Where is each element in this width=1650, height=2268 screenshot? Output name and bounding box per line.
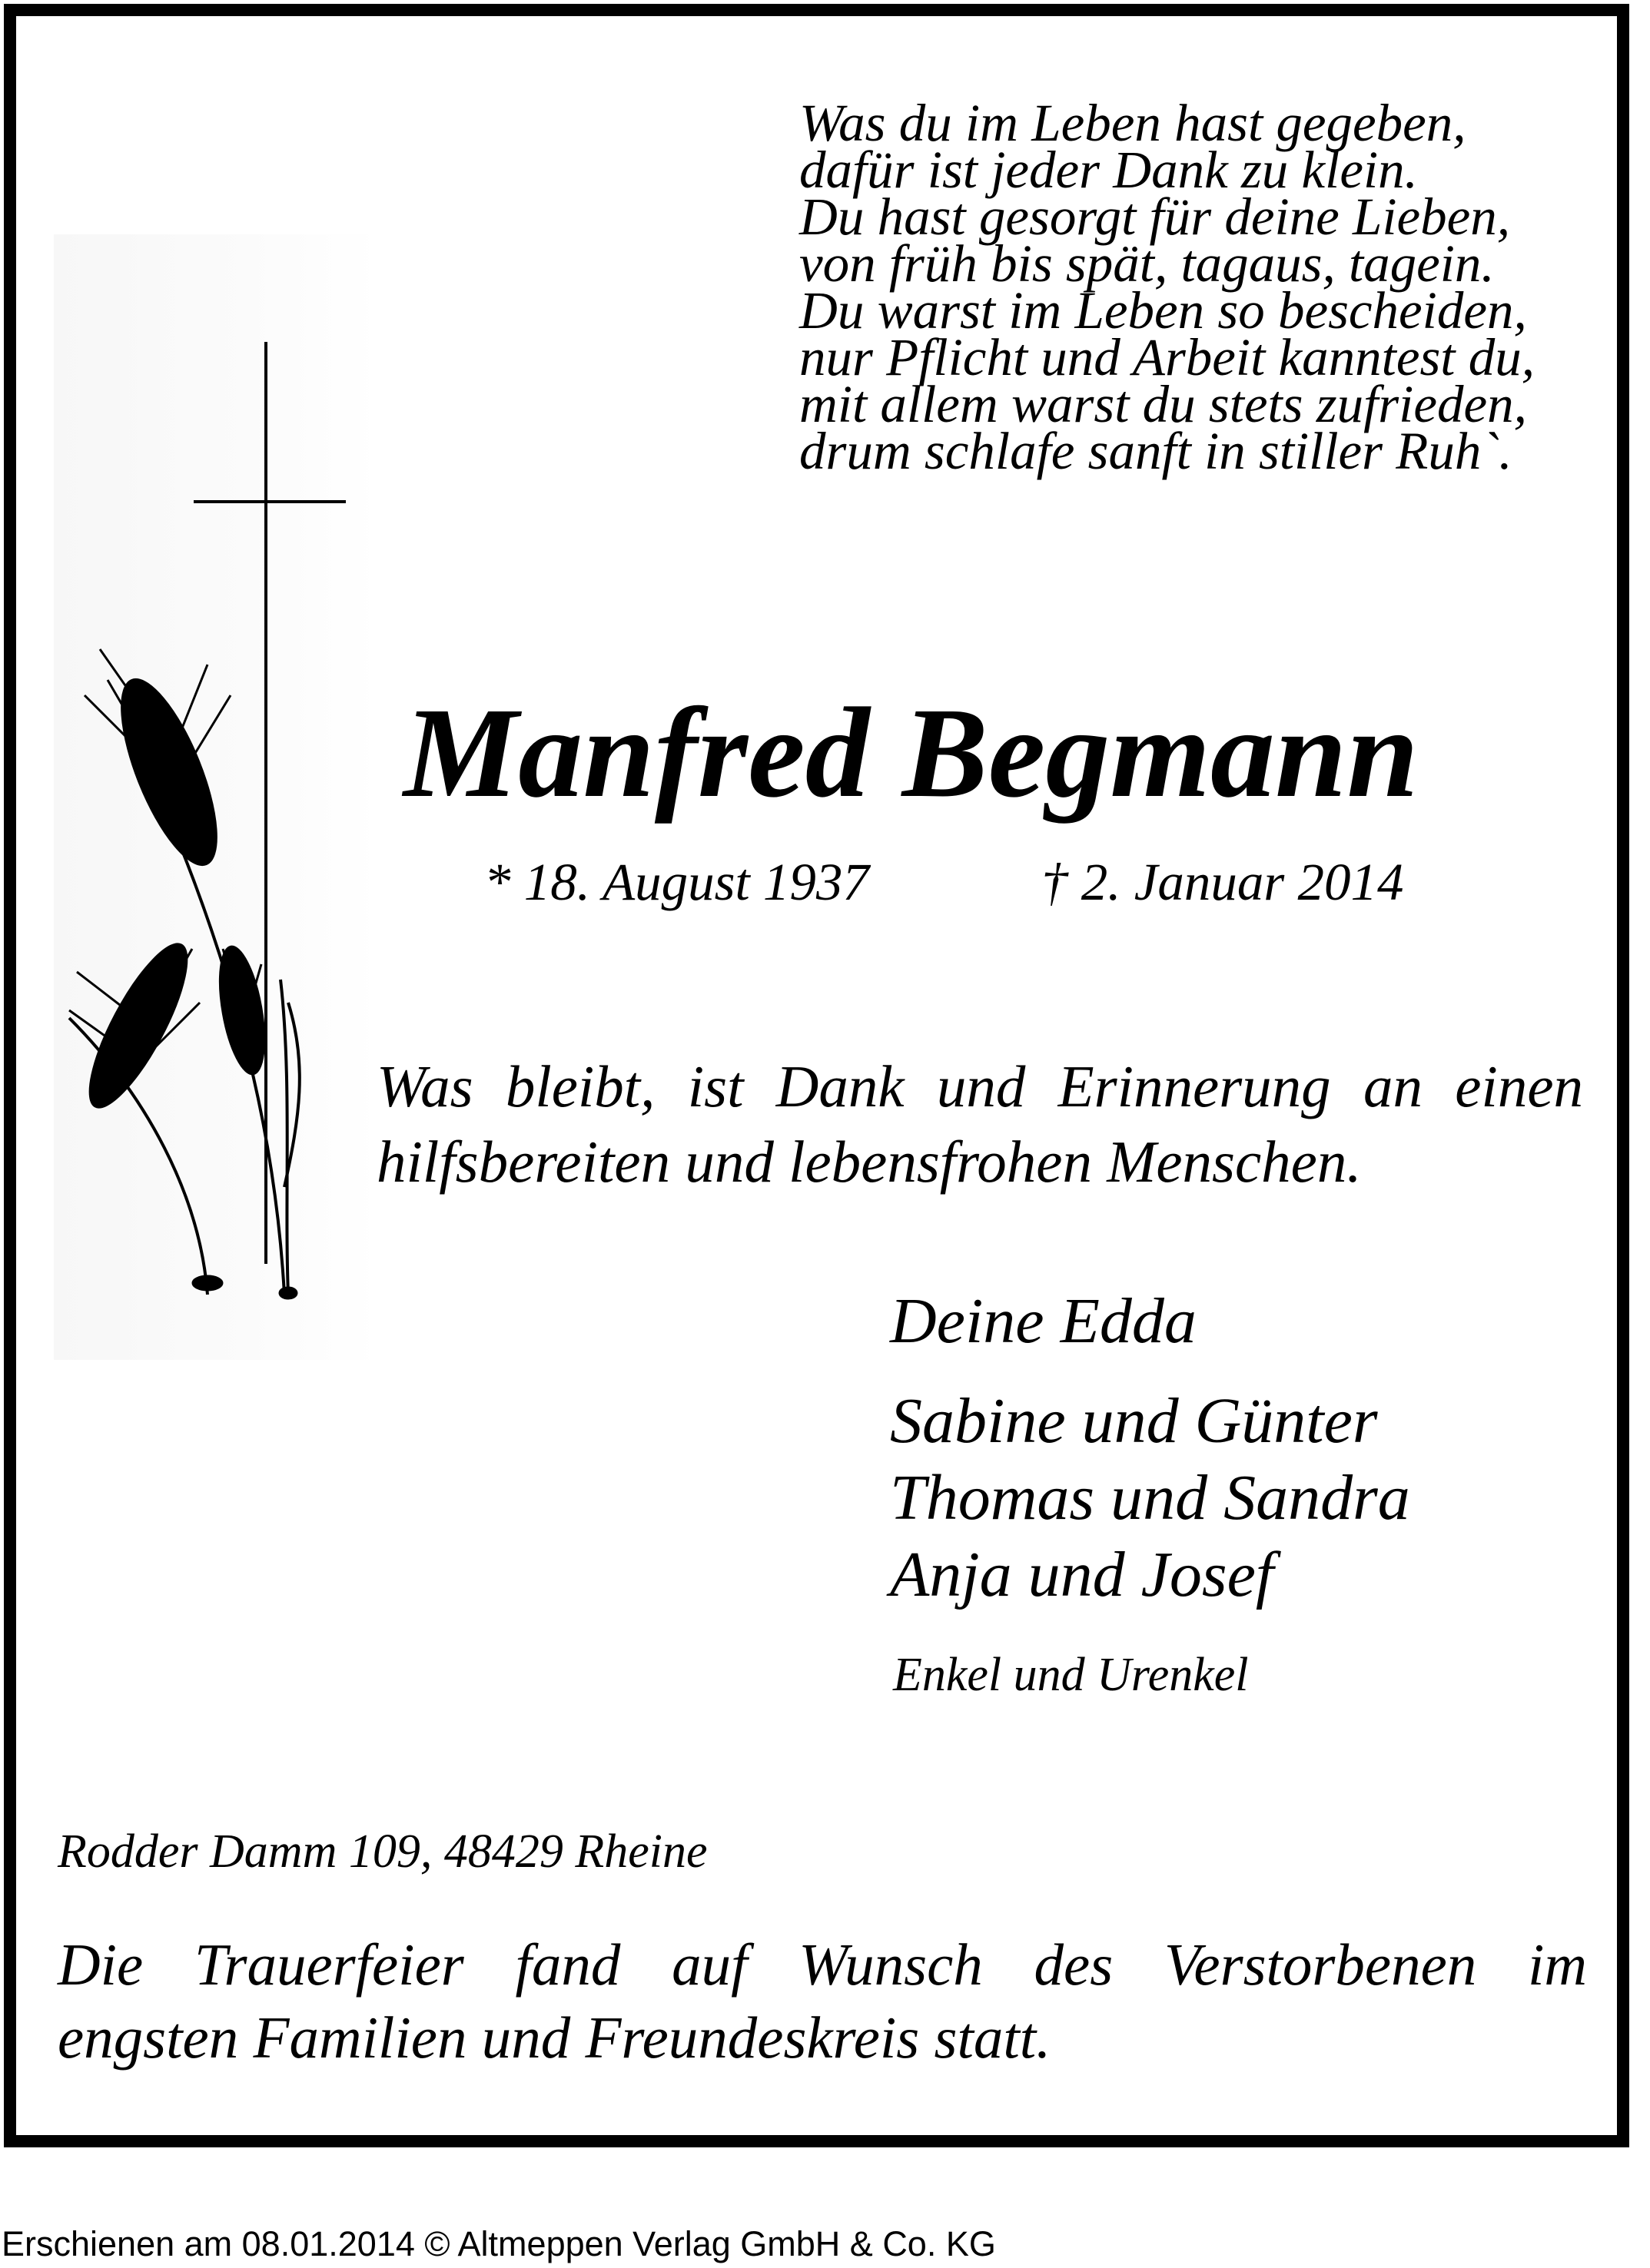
poem-line: mit allem warst du stets zufrieden,	[799, 375, 1527, 433]
decorative-panel	[54, 234, 380, 1360]
poem-line: von früh bis spät, tagaus, tagein.	[799, 234, 1495, 293]
child-couple: Sabine und Günter	[890, 1385, 1378, 1457]
poem-line: nur Pflicht und Arbeit kanntest du,	[799, 328, 1535, 386]
memorial-poem	[799, 94, 1535, 480]
tribute-line: Was bleibt, ist Dank und Erinnerung an einen	[377, 1053, 1583, 1119]
ceremony-notice	[58, 1928, 1587, 2074]
cross-icon	[194, 342, 346, 1264]
tribute-line: hilfsbereiten und lebensfrohen Menschen.	[377, 1129, 1362, 1195]
ceremony-line: Die Trauerfeier fand auf Wunsch des Verstorbenen im	[58, 1931, 1587, 1998]
children-signatures	[890, 1383, 1410, 1613]
grandchildren-signature: Enkel und Urenkel	[893, 1649, 1249, 1701]
poem-line: Du warst im Leben so bescheiden,	[799, 281, 1527, 340]
child-couple: Anja und Josef	[890, 1539, 1274, 1610]
publication-footer: Erschienen am 08.01.2014 © Altmeppen Verlag GmbH & Co. KG	[2, 2224, 996, 2263]
poem-line: Du hast gesorgt für deine Lieben,	[799, 187, 1511, 246]
tribute-text	[377, 1049, 1583, 1199]
birth-date: * 18. August 1937	[484, 853, 869, 911]
poem-line: Was du im Leben hast gegeben,	[799, 94, 1466, 152]
cross-and-wheat-illustration	[54, 234, 380, 1360]
spouse-signature: Deine Edda	[890, 1285, 1197, 1357]
deceased-name: Manfred Begmann	[403, 681, 1419, 824]
child-couple: Thomas und Sandra	[890, 1462, 1410, 1534]
poem-line: drum schlafe sanft in stiller Ruh`.	[799, 422, 1512, 480]
poem-line: dafür ist jeder Dank zu klein.	[799, 141, 1418, 199]
ceremony-line: engsten Familien und Freundeskreis statt.	[58, 2004, 1051, 2071]
family-address: Rodder Damm 109, 48429 Rheine	[58, 1825, 708, 1878]
death-date: † 2. Januar 2014	[1041, 853, 1404, 911]
